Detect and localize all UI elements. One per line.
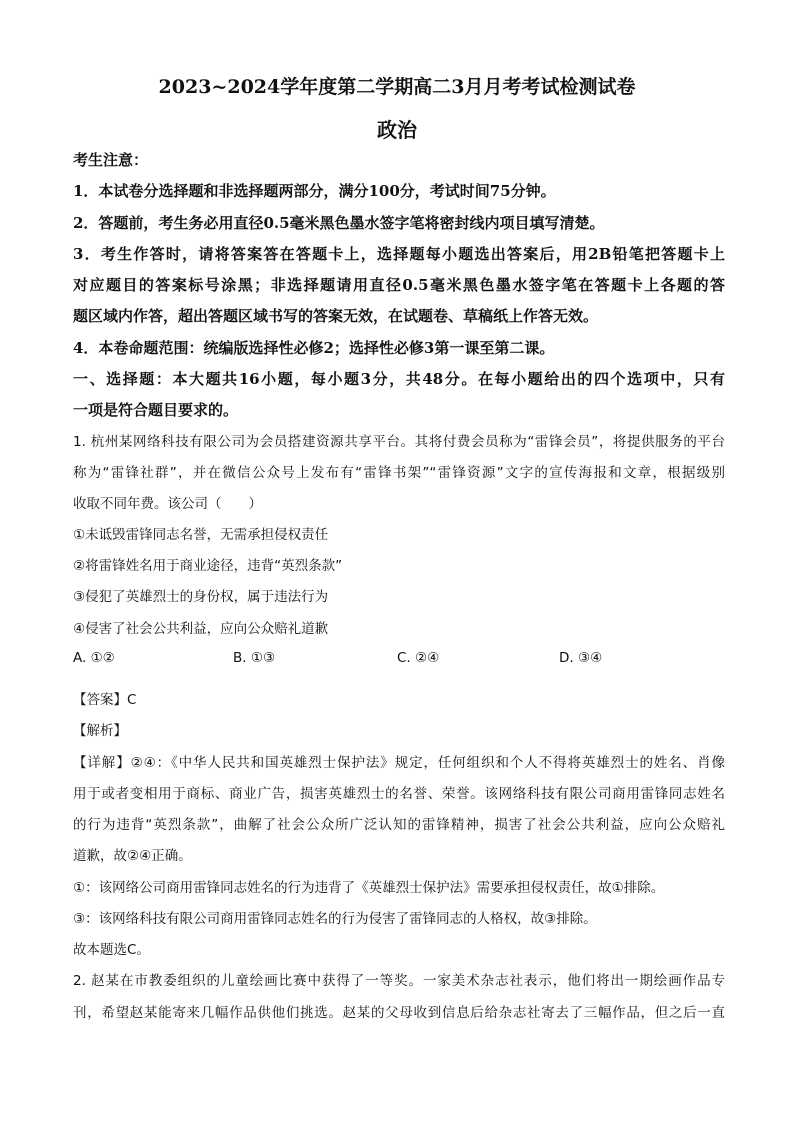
question-2-stem: 2. 赵某在市教委组织的儿童绘画比赛中获得了一等奖。一家美术杂志社表示，他们将出一期绘画作品专: [73, 973, 725, 989]
question-1-statement: ②将雷锋姓名用于商业途径，违背“英烈条款”: [73, 558, 343, 574]
detail-line: 故本题选C。: [73, 942, 150, 958]
option-a: A. ①②: [73, 650, 115, 666]
question-2-stem: 刊，希望赵某能寄来几幅作品供他们挑选。赵某的父母收到信息后给杂志社寄去了三幅作品，但之后一直: [73, 1005, 725, 1021]
detail-line: 道歉，故②④正确。: [73, 848, 192, 864]
section-heading-cont: 一项是符合题目要求的。: [73, 401, 239, 419]
exam-title: 2023~2024学年度第二学期高二3月月考考试检测试卷: [158, 76, 636, 98]
notice-item: 4．本卷命题范围：统编版选择性必修2；选择性必修3第一课至第二课。: [73, 339, 555, 357]
option-c: C. ②④: [397, 650, 440, 666]
detail-line: 【详解】②④：《中华人民共和国英雄烈士保护法》规定，任何组织和个人不得将英雄烈士的姓名、肖像: [73, 755, 725, 771]
notice-item: 对应题目的答案标号涂黑；非选择题请用直径0.5毫米黑色墨水签字笔在答题卡上各题的答: [73, 276, 725, 294]
option-d: D. ③④: [559, 650, 603, 666]
notice-heading: 考生注意：: [73, 151, 149, 169]
subject-title: 政治: [377, 118, 417, 142]
analysis-label: 【解析】: [73, 723, 127, 739]
detail-line: ①：该网络公司商用雷锋同志姓名的行为违背了《英雄烈士保护法》需要承担侵权责任，故①排除。: [73, 880, 665, 896]
question-1-stem: 收取不同年费。该公司（ ）: [73, 496, 262, 512]
detail-line: 的行为违背“英烈条款”，曲解了社会公众所广泛认知的雷锋精神，损害了社会公共利益，应向公众赔礼: [73, 817, 725, 833]
option-b: B. ①③: [233, 650, 276, 666]
question-1-statement: ①未诋毁雷锋同志名誉，无需承担侵权责任: [73, 527, 329, 543]
notice-item: 题区域内作答，超出答题区域书写的答案无效，在试题卷、草稿纸上作答无效。: [73, 307, 599, 325]
question-1-statement: ③侵犯了英雄烈士的身份权，属于违法行为: [73, 589, 329, 605]
notice-item: 1．本试卷分选择题和非选择题两部分，满分100分，考试时间75分钟。: [73, 182, 556, 200]
notice-item: 3．考生作答时，请将答案答在答题卡上，选择题每小题选出答案后，用2B铅笔把答题卡上: [73, 245, 725, 263]
detail-line: 用于或者变相用于商标、商业广告，损害英雄烈士的名誉、荣誉。该网络科技有限公司商用雷锋同志姓名: [73, 786, 725, 802]
notice-item: 2．答题前，考生务必用直径0.5毫米黑色墨水签字笔将密封线内项目填写清楚。: [73, 214, 605, 232]
answer-label: 【答案】C: [73, 692, 137, 708]
question-1-statement: ④侵害了社会公共利益，应向公众赔礼道歉: [73, 621, 329, 637]
question-1-stem: 称为“雷锋社群”，并在微信公众号上发布有“雷锋书架”“雷锋资源”文字的宣传海报和文章，根据级别: [73, 465, 725, 481]
section-heading: 一、选择题：本大题共16小题，每小题3分，共48分。在每小题给出的四个选项中，只有: [73, 370, 725, 388]
detail-line: ③：该网络科技有限公司商用雷锋同志姓名的行为侵害了雷锋同志的人格权，故③排除。: [73, 911, 597, 927]
question-1-stem: 1. 杭州某网络科技有限公司为会员搭建资源共享平台。其将付费会员称为“雷锋会员”，将提供服务的平台: [73, 434, 725, 450]
